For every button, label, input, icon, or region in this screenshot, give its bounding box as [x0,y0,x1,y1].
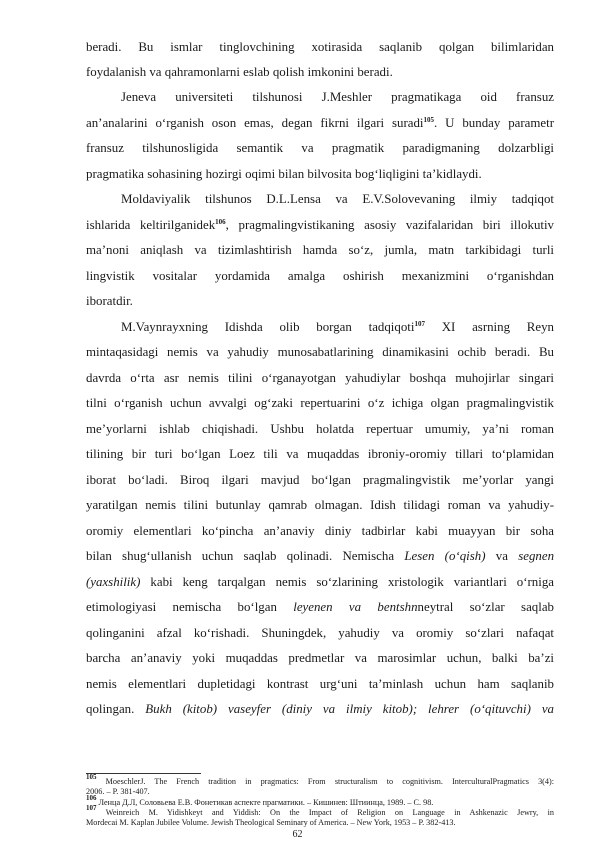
body-line: an’analarini o‘rganish oson emas, degan fikrni ilgari suradi$^{105}$. U bunday parametr [86,116,555,130]
body-line: Jeneva universiteti tilshunosi J.Meshler pragmatikaga oid fransuz [121,90,554,104]
footnote-ref: 107 [414,320,425,328]
footnote-ref: 105 [423,116,435,124]
italic-term: Lesen (o‘qish) [404,549,486,563]
footnote: 2006. – P. 381-407. [86,787,150,796]
body-line: lingvistik vositalar yordamida amalga oshirish mexanizmini o‘rganishdan [86,269,554,283]
body-line: barcha an’anaviy yoki muqaddas predmetlar va marosimlar uchun, balki ba’zi [86,651,554,665]
body-line: foydalanish va qahramonlarni eslab qolish imkonini beradi. [86,65,393,79]
body-line: iborat bo‘ladi. Biroq ilgari mavjud bo‘lgan pragmalingvistik me’yorlar yangi [86,473,554,487]
body-line: qolingan. Bukh (kitob) vaseyfer (diniy va ilmiy kitob); lehrer (o‘qituvchi) va [86,702,554,716]
body-line: iboratdir. [86,294,133,308]
footnote: $^{105}$ MoeschlerJ. The French tradition in pragmatics: From structuralism to cognitivism. InterculturalPragmatics 3(4): [86,773,554,786]
footnote-number: 107 [86,804,97,812]
footnote: Mordecai M. Kaplan Jubilee Volume. Jewish Theological Seminary of America. – New York, 1953 – P. 382-413. [86,818,456,827]
body-line: mintaqasidagi nemis va yahudiy munosabatlarining dinamikasini ochib beradi. Bu [86,345,554,359]
body-line: tilni o‘rganish uchun avvalgi og‘zaki repertuarini o‘z ichiga olgan pragmalingvistik [86,396,554,410]
body-line: oromiy elementlari ko‘pincha an’anaviy diniy tadbirlar kabi muayyan bir soha [86,524,554,538]
body-line: yaratilgan nemis tilini butunlay qamrab olmagan. Idish tilidagi roman va yahudiy- [86,498,554,512]
body-line: M.Vaynrayxning Idishda olib borgan tadqiqoti$^{107}$ XI asrning Reyn [121,320,555,334]
footnote-number: 106 [86,794,97,802]
body-line: tilining bir turi bo‘lgan Loez tili va muqaddas ibroniy-oromiy tillari to‘plamidan [86,447,554,461]
footnote: $^{106}$ Ленца Д.Л, Соловьева Е.В. Фонетикав аспекте прагматики. – Кишинев: Штиинца, 1989. – C. 98. [86,794,434,807]
page-number: 62 [292,829,303,840]
footnote-number: 105 [86,773,97,781]
italic-term: Bukh (kitob) vaseyfer (diniy va ilmiy kitob); lehrer (o‘qituvchi) va [145,702,554,716]
body-line: qolinganini afzal ko‘rishadi. Shuningdek, yahudiy va oromiy so‘zlari nafaqat [86,626,554,640]
body-line: ma’noni aniqlash va tizimlashtirish hamda so‘z, jumla, matn tarkibidagi turli [86,243,554,257]
body-line: me’yorlarni ishlab chiqishadi. Ushbu holatda repertuar umumiy, ya’ni roman [86,422,554,436]
italic-term: (yaxshilik) [86,575,141,589]
body-line: fransuz tilshunosligida semantik va pragmatik paradigmaning dolzarbligi [86,141,554,155]
footnote: $^{107}$ Weinreich M. Yidishkeyt and Yiddish: On the Impact of Religion on Language in Ashkenazic Jewry, in [86,804,554,817]
body-line: beradi. Bu ismlar tinglovchining xotirasida saqlanib qolgan bilimlaridan [86,40,554,54]
body-line: ishlarida keltirilganidek$^{106}$, pragmalingvistikaning asosiy vazifalaridan biri illokutiv [86,218,554,232]
footnote-ref: 106 [215,218,226,226]
body-line: bilan shug‘ullanish uchun saqlab qolinadi. Nemischa Lesen (o‘qish) va segnen [86,549,555,563]
body-line: davrda o‘rta asr nemis tilini o‘rganayotgan yahudiylar boshqa muhojirlar singari [86,371,554,385]
body-line: etimologiyasi nemischa bo‘lgan leyenen va bentshnneytral so‘zlar saqlab [86,600,554,614]
italic-term: leyenen va bentshn [293,600,418,614]
footnote-separator [86,773,201,774]
body-line: (yaxshilik) kabi keng tarqalgan nemis so‘zlarining xristologik variantlari o‘rniga [86,575,554,589]
italic-term: segnen [518,549,555,563]
body-line: pragmatika sohasining hozirgi oqimi bilan bilvosita bog‘liqligini ta’kidlaydi. [86,167,482,181]
body-line: Moldaviyalik tilshunos D.L.Lensa va E.V.Solovevaning ilmiy tadqiqot [121,192,554,206]
body-line: nemis elementlari dupletidagi kontrast urg‘uni ta’minlash uchun ham saqlanib [86,677,554,691]
